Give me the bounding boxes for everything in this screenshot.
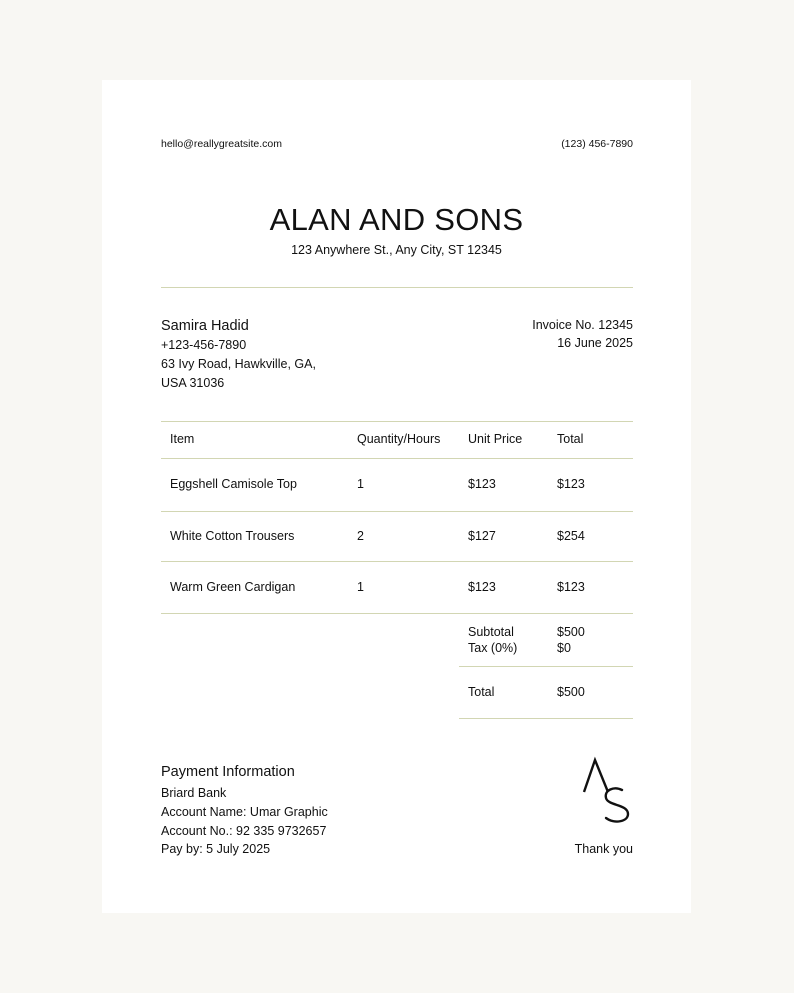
invoice-sheet <box>102 80 691 913</box>
contact-email[interactable]: hello@reallygreatsite.com <box>161 138 282 150</box>
header-total: Total <box>557 432 584 446</box>
payment-title: Payment Information <box>161 764 295 780</box>
row-divider <box>161 511 633 512</box>
row-quantity: 1 <box>357 477 364 491</box>
signature-monogram <box>578 756 638 824</box>
client-phone: +123-456-7890 <box>161 338 247 352</box>
summary-bottom-divider <box>459 718 633 719</box>
header-quantity: Quantity/Hours <box>357 432 441 446</box>
row-unit-price: $123 <box>468 477 496 491</box>
client-name: Samira Hadid <box>161 318 249 334</box>
row-unit-price: $127 <box>468 529 496 543</box>
row-quantity: 1 <box>357 580 364 594</box>
summary-divider <box>459 666 633 667</box>
client-address-line2: USA 31036 <box>161 376 225 390</box>
payment-due-date: Pay by: 5 July 2025 <box>161 842 271 856</box>
header-unit-price: Unit Price <box>468 432 523 446</box>
subtotal-label: Subtotal <box>468 625 514 639</box>
payment-bank: Briard Bank <box>161 786 227 800</box>
thank-you-note: Thank you <box>574 842 633 856</box>
total-label: Total <box>468 685 495 699</box>
row-quantity: 2 <box>357 529 364 543</box>
table-bottom-divider <box>161 613 633 614</box>
payment-account-name: Account Name: Umar Graphic <box>161 805 328 819</box>
tax-label: Tax (0%) <box>468 641 518 655</box>
company-address: 123 Anywhere St., Any City, ST 12345 <box>291 243 502 257</box>
row-total: $123 <box>557 580 585 594</box>
table-header-divider <box>161 458 633 459</box>
client-address-line1: 63 Ivy Road, Hawkville, GA, <box>161 357 316 371</box>
row-item: Warm Green Cardigan <box>170 580 296 594</box>
payment-account-number: Account No.: 92 335 9732657 <box>161 824 327 838</box>
header-divider <box>161 287 633 288</box>
row-divider <box>161 561 633 562</box>
company-name: ALAN AND SONS <box>269 202 524 237</box>
row-unit-price: $123 <box>468 580 496 594</box>
row-total: $254 <box>557 529 585 543</box>
row-total: $123 <box>557 477 585 491</box>
tax-value: $0 <box>557 641 571 655</box>
total-value: $500 <box>557 685 585 699</box>
header-item: Item <box>170 432 195 446</box>
invoice-number: Invoice No. 12345 <box>532 318 633 332</box>
invoice-date: 16 June 2025 <box>557 336 633 350</box>
table-top-divider <box>161 421 633 422</box>
contact-phone: (123) 456-7890 <box>561 138 633 150</box>
row-item: Eggshell Camisole Top <box>170 477 297 491</box>
row-item: White Cotton Trousers <box>170 529 295 543</box>
subtotal-value: $500 <box>557 625 585 639</box>
